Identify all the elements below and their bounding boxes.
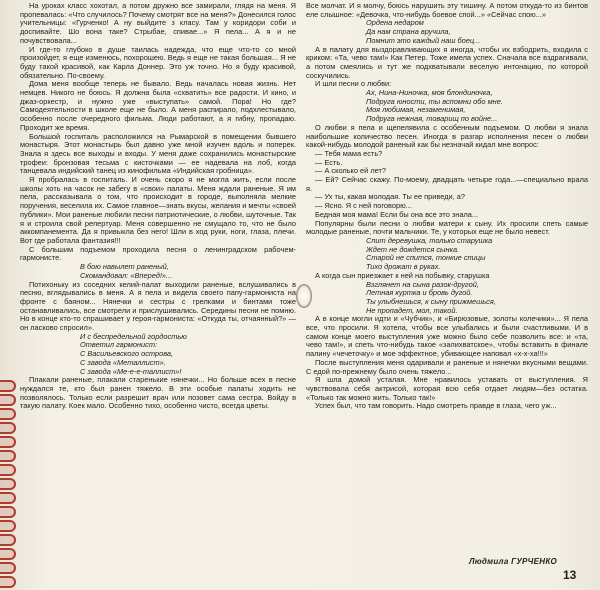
paragraph: С большим подъемом проходила песня о ленинградском рабочем-гармонисте.	[20, 244, 296, 263]
verse-line: Тихо дрожат в руках.	[366, 262, 441, 272]
paragraph: Все молчат. И я молчу, боюсь нарушить эту тишину. А потом откуда-то из бинтов еле слышное: «Девочка, что-нибудь боевое спой...» «Сейчас спою...»	[306, 1, 588, 19]
paragraph: А когда сын приезжает к ней на побывку, старушка	[315, 270, 490, 280]
spiral-binding	[0, 380, 16, 590]
verse-line: Не пропадет, мол, такой.	[366, 305, 458, 315]
verse-line: С завода «Ме-е-е-таллист»!	[80, 366, 182, 376]
left-text-column	[20, 2, 296, 411]
author-signature: Людмила ГУРЧЕНКО	[469, 557, 557, 566]
verse-line: Ждет не дождется сынка.	[366, 244, 460, 254]
paragraph: Я шла домой усталая. Мне нравилось уставать от выступления. Я чувствовала себя актрисой, которая всю себя отдает людям—без остатка. «Только так можно жить. Только так!»	[306, 375, 588, 402]
verse-line: Подруга нежная, товарищ по войне...	[366, 114, 498, 124]
verse-line: С завода «Металлист».	[80, 357, 166, 367]
verse-line: С Васильевского острова,	[80, 349, 174, 359]
verse-line: Спит деревушка, только старушка	[366, 235, 493, 245]
paragraph: О любви я пела и щепелявила с особенным подъемом. О любви я знала наибольшие количество песен. Иногда в разгар исполнения песен о любви какой-нибудь молодой раненый как бы незначай кидал мне вопрос:	[306, 122, 588, 150]
paragraph: Дома меня вообще теперь не бывало. Ведь началась новая жизнь. Нет немцев. Никого не боюсь. Я должна была «схватить» все радости. И кино, и джаз-оркестр, и нужно уже «выступать» самой. Пора! Но где? Самодеятельности в школе еще не было. А меня распирало, подхлестывало, особенно после очередного фильма. Люди работают, а я гибну, пропадаю. Проходит же время.	[20, 79, 296, 132]
verse-line: Летная куртка и бровь дугой.	[366, 288, 473, 298]
right-text-column	[306, 2, 588, 411]
verse-line: Ответил гармонист:	[80, 340, 158, 350]
verse-line: Скомандовал: «Вперед!»...	[80, 270, 173, 280]
paragraph: Бедная моя мама! Если бы она все это знала...	[315, 209, 479, 219]
paragraph: Большой госпиталь расположился на Рымарской в помещении бывшего монастыря. Этот монастырь был давно уже мной изучен вдоль и поперек. Знала я здесь все выходы и входы. У меня даже сохранились монастырские трофеи: бронзовая тесьма с кисточками — ее надевала на лоб, когда танцевала индийский танец из кинофильма «Индийская гробница».	[20, 131, 296, 176]
paragraph: Популярны были песни о любви матери к сыну. Их просили спеть самые молодые раненые, почти мальчики. Те, у которых еще не было невест.	[306, 218, 588, 237]
paragraph: Успех был, что там говорить. Надо смотреть правде в глаза, чего уж...	[315, 401, 557, 411]
paragraph: Плакали раненые, плакали старенькие нянечки... Но больше всех в песне нуждался те, кто был ранен тяжело. В эти особые палаты ходить не позволялось. Только если разрешит врач или позовет сама сестра. Войду в такую палату. Коек мало. Особенно тихо, особенно чисто, всегда цветы.	[20, 375, 296, 411]
verse-line: В бою навылет раненый,	[80, 262, 169, 272]
paragraph: А в палату для выздоравливающих я иногда, чтобы их взбодрить, входила с криком: «Та, чево там!» Как Петер. Тоже имела успех. Сначала все вздрагивали, а потом смеялись и тут же подхватывали веселую интонацию, по которой соскучились.	[306, 44, 588, 80]
paragraph: — Есть.	[315, 157, 343, 167]
paragraph: — Ясно. Я с ней поговорю...	[315, 201, 412, 211]
paragraph: Я пробралась в госпиталь. И очень скоро я не могла жить, если после школы хоть на часок не забегу в «свои» палаты. Меня ждали раненые. Я им пела, рассказывала о том, что происходит в городе, выполняла мелкие поручения, веселила их. Самое главное—знать вкусы, желания и мечты «своей публики». Мои раненые любили песни патриотические, о любви, шуточные. Так я и строила свой репертуар. Меня совершенно не смущало то, что не было аккомпанемента. Да я привыкла без него! Шли в ход руки, ноги, глаза, плечи. Вот где работала фантазия!!!	[20, 175, 296, 245]
paragraph: — Тебя мама есть?	[315, 148, 383, 158]
verse-line: Моя любимая, незаменимая,	[366, 105, 466, 115]
paragraph: Потихоньку из соседних келий-палат выходили раненые, вслушивались в песню, вглядывались в меня. А я пела и видела своего папу-гармониста на фронте с баяном... Нянечки и сестры с грелками и бинтами тоже останавливались, все смотрели и прислушивались. Середины песни не помню. Но в конце кто-то спрашивает у героя-гармониста: «Откуда ты, отчаянный?» — он ласково спросил».	[20, 279, 296, 333]
paragraph: На уроках класс хохотал, а потом дружно все замирали, глядя на меня. Я пропевалась: «Что случилось? Почему смотрят все на меня?» Донесился голос учительницы: «Гурченко! А ну выйдите з класу. Там у коридори соби и доспивайте. Шо вона таке? Стрыбае, спивае...» Я пела... А я и не почувствовала...	[20, 1, 296, 45]
verse-line: Подруга юности, ты вспомни обо мне.	[366, 96, 503, 106]
verse-line: Ах, Нина-Ниночка, моя блондиночка,	[366, 88, 493, 98]
paragraph: А в конце могли идти и «Чубчик», и «Бирюзовые, золоты колечики»... Я пела все, что просили. Я хотела, чтобы все улыбались и были счастливыми. И в самом конце моего выступления уже можно было себе позволить все: и «та, чево там!», и спеть что-нибудь такое «залихватское», чтобы вставить в финале палину «чечеточку» и мое эффектное, убивающее наповал «х-х-ха!!!»	[306, 314, 588, 359]
page-number: 13	[563, 568, 577, 582]
paragraph: И где-то глубоко в душе таилась надежда, что еще что-то со мной произойдет, я еще изменюсь, похорошею. Ведь я еще не такая большая... Я не буду такой красивой, как Карла Доннер. Это уж точно. Но я буду красивой, обязательно. По-своему.	[20, 44, 296, 80]
punch-hole	[296, 284, 312, 308]
verse-line: Ты улыбнешься, к сыну прижмешься,	[366, 296, 496, 306]
verse-line: И с беспредельной гордостью	[80, 331, 187, 341]
paragraph: — Ей? Сейчас скажу. По-моему, двадцать четыре года...—специально врала я.	[306, 175, 588, 193]
paragraph: — Ух ты, какая молодая. Ты ее приведи, а?	[315, 192, 465, 202]
verse-line: Взглянет на сына разок-другой,	[366, 279, 479, 289]
verse-line: Ордена недаром	[366, 18, 424, 28]
verse-line: Да нам страна вручила,	[366, 27, 451, 37]
paragraph: После выступления меня одаривали и раненые и нянечки вкусными вещами. С едой по-прежнему было очень тяжело...	[306, 357, 588, 376]
paragraph: — А сколько ей лет?	[315, 166, 386, 176]
paragraph: И шли песни о любви:	[315, 79, 392, 89]
verse-line: Помнит это каждый наш боец...	[366, 35, 481, 45]
verse-line: Старой не спится, тонкие спицы	[366, 253, 486, 263]
